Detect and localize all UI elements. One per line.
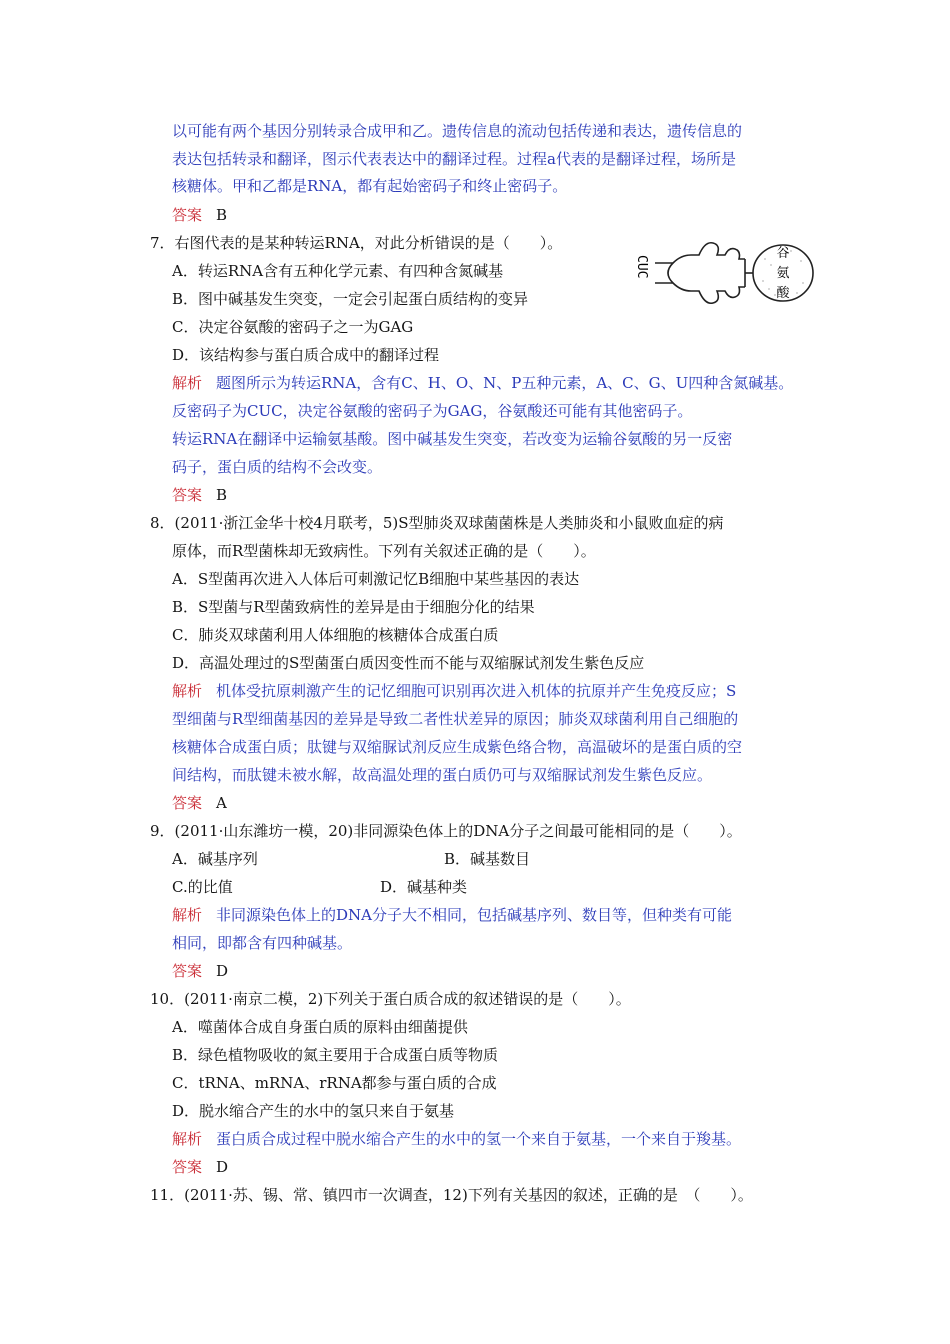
- answer-label: 答案: [172, 962, 203, 980]
- explanation-line: 码子，蛋白质的结构不会改变。: [172, 458, 383, 476]
- explanation-line: 核糖体。甲和乙都是RNA，都有起始密码子和终止密码子。: [172, 177, 568, 195]
- analysis-text: 蛋白质合成过程中脱水缩合产生的水中的氢一个来自于氨基，一个来自于羧基。: [216, 1130, 742, 1148]
- answer-label: 答案: [172, 794, 203, 812]
- option-b: B．图中碱基发生突变，一定会引起蛋白质结构的变异: [172, 290, 529, 308]
- amino-acid-label-3: 酸: [776, 286, 790, 301]
- answer-value: D: [216, 1158, 229, 1176]
- answer-row: [172, 961, 228, 981]
- option-c: C．决定谷氨酸的密码子之一为GAG: [172, 318, 414, 336]
- answer-value: B: [216, 486, 228, 504]
- answer-label: 答案: [172, 486, 203, 504]
- option-b: B．绿色植物吸收的氮主要用于合成蛋白质等物质: [172, 1046, 499, 1064]
- analysis-text: 机体受抗原刺激产生的记忆细胞可识别再次进入机体的抗原并产生免疫反应；S: [216, 682, 737, 700]
- option-b: B．碱基数目: [444, 850, 531, 868]
- analysis-text: 题图所示为转运RNA，含有C、H、O、N、P五种元素，A、C、G、U四种含氮碱基。: [216, 374, 794, 392]
- answer-label: 答案: [172, 1158, 203, 1176]
- answer-value: B: [216, 206, 228, 224]
- answer-label: 答案: [172, 206, 203, 224]
- amino-acid-label-1: 谷: [776, 246, 790, 261]
- option-c: C．tRNA、mRNA、rRNA都参与蛋白质的合成: [172, 1074, 497, 1092]
- option-d: D．高温处理过的S型菌蛋白质因变性而不能与双缩脲试剂发生紫色反应: [172, 654, 645, 672]
- question-10-stem: 10．(2011·南京二模，2)下列关于蛋白质合成的叙述错误的是（ ）。: [150, 990, 631, 1008]
- answer-row: [172, 485, 227, 505]
- option-a: A．碱基序列: [172, 850, 258, 868]
- anticodon-label: CUC: [634, 255, 649, 279]
- trna-figure: [625, 237, 825, 312]
- analysis-row: [172, 681, 736, 701]
- option-a: A．噬菌体合成自身蛋白质的原料由细菌提供: [172, 1018, 468, 1036]
- explanation-line: 转运RNA在翻译中运输氨基酸。图中碱基发生突变，若改变为运输谷氨酸的另一反密: [172, 430, 733, 448]
- explanation-line: 表达包括转录和翻译，图示代表表达中的翻译过程。过程a代表的是翻译过程，场所是: [172, 150, 736, 168]
- answer-value: A: [216, 794, 227, 812]
- option-b: B．S型菌与R型菌致病性的差异是由于细胞分化的结果: [172, 598, 535, 616]
- question-8-stem-cont: 原体，而R型菌株却无致病性。下列有关叙述正确的是（ ）。: [172, 542, 596, 560]
- analysis-row: [172, 373, 793, 393]
- explanation-line: 型细菌与R型细菌基因的差异是导致二者性状差异的原因；肺炎双球菌利用自己细胞的: [172, 710, 739, 728]
- answer-row: [172, 1157, 228, 1177]
- answer-row: [172, 205, 227, 225]
- explanation-line: 间结构，而肽键未被水解，故高温处理的蛋白质仍可与双缩脲试剂发生紫色反应。: [172, 766, 713, 784]
- analysis-label: 解析: [172, 682, 203, 700]
- option-a: A．S型菌再次进入人体后可刺激记忆B细胞中某些基因的表达: [172, 570, 580, 588]
- question-11-stem: 11．(2011·苏、锡、常、镇四市一次调查，12)下列有关基因的叙述，正确的是 （ ）。: [150, 1186, 753, 1204]
- question-7-stem: 7．右图代表的是某种转运RNA，对此分析错误的是（ ）。: [150, 234, 563, 252]
- question-9-stem: 9．(2011·山东潍坊一模，20)非同源染色体上的DNA分子之间最可能相同的是（ ）。: [150, 822, 742, 840]
- question-8-stem: 8．(2011·浙江金华十校4月联考，5)S型肺炎双球菌菌株是人类肺炎和小鼠败血症的病: [150, 514, 724, 532]
- analysis-row: [172, 1129, 741, 1149]
- option-d: D．碱基种类: [380, 878, 468, 896]
- analysis-row: [172, 905, 732, 925]
- analysis-label: 解析: [172, 1130, 203, 1148]
- amino-acid-label-2: 氨: [776, 266, 790, 281]
- option-a: A．转运RNA含有五种化学元素、有四种含氮碱基: [172, 262, 504, 280]
- explanation-line: 以可能有两个基因分别转录合成甲和乙。遗传信息的流动包括传递和表达，遗传信息的: [172, 122, 743, 140]
- analysis-label: 解析: [172, 906, 203, 924]
- explanation-line: 反密码子为CUC，决定谷氨酸的密码子为GAG，谷氨酸还可能有其他密码子。: [172, 402, 693, 420]
- explanation-line: 核糖体合成蛋白质；肽键与双缩脲试剂反应生成紫色络合物，高温破坏的是蛋白质的空: [172, 738, 743, 756]
- analysis-label: 解析: [172, 374, 203, 392]
- analysis-text: 非同源染色体上的DNA分子大不相同，包括碱基序列、数目等，但种类有可能: [216, 906, 733, 924]
- answer-value: D: [216, 962, 229, 980]
- option-d: D．脱水缩合产生的水中的氢只来自于氨基: [172, 1102, 455, 1120]
- answer-row: [172, 793, 227, 813]
- option-c: C．肺炎双球菌利用人体细胞的核糖体合成蛋白质: [172, 626, 499, 644]
- explanation-line: 相同，即都含有四种碱基。: [172, 934, 353, 952]
- option-c: C.的比值: [172, 878, 233, 896]
- option-d: D．该结构参与蛋白质合成中的翻译过程: [172, 346, 440, 364]
